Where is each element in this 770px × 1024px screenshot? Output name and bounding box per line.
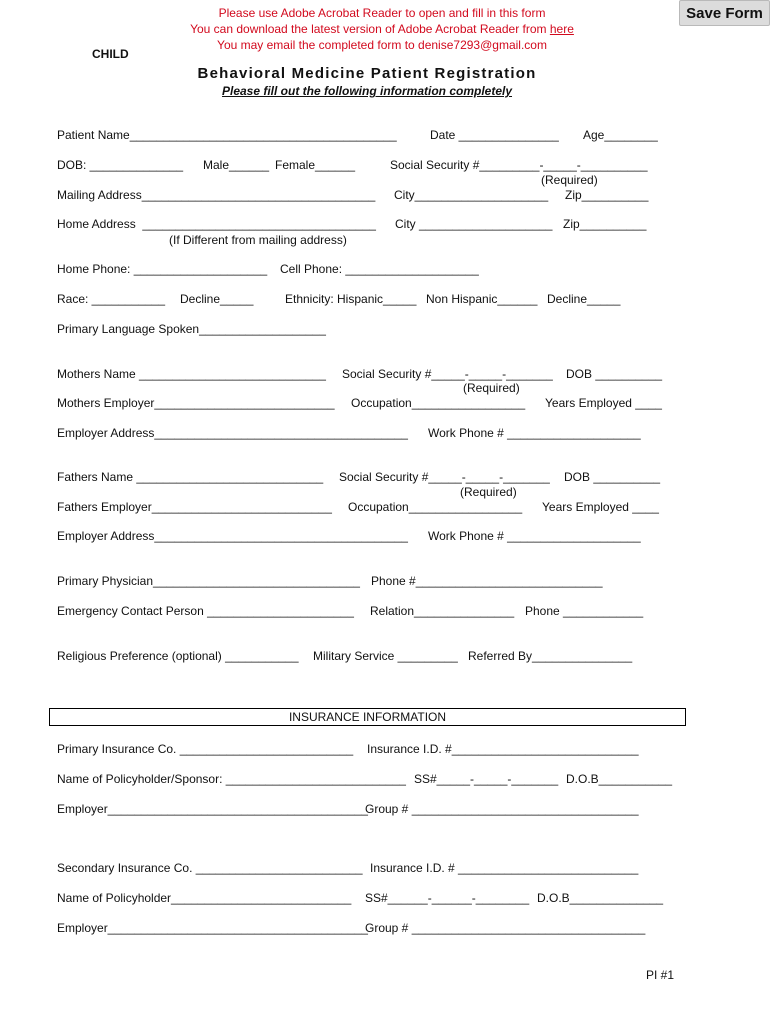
mother-employer-field[interactable]: Mothers Employer___________________________ [57, 396, 335, 410]
phone-row [57, 262, 747, 276]
secondary-employer-row [57, 921, 747, 935]
patient-ssn-required-note: (Required) [541, 173, 598, 187]
mailing-zip-field[interactable]: Zip__________ [565, 188, 649, 202]
mother-occupation-field[interactable]: Occupation_________________ [351, 396, 526, 410]
physician-phone-field[interactable]: Phone #____________________________ [371, 574, 603, 588]
mother-work-phone-field[interactable]: Work Phone # ____________________ [428, 426, 641, 440]
mother-years-employed-field[interactable]: Years Employed ____ [545, 396, 662, 410]
download-link[interactable]: here [549, 22, 574, 36]
home-city-field[interactable]: City ____________________ [395, 217, 553, 231]
father-name-field[interactable]: Fathers Name ____________________________ [57, 470, 324, 484]
secondary-dob-field[interactable]: D.O.B______________ [537, 891, 664, 905]
ethnicity-hispanic-field[interactable]: Ethnicity: Hispanic_____ [285, 292, 417, 306]
download-notice-text: You can download the latest version of Adobe Acrobat Reader from [190, 22, 550, 36]
home-phone-field[interactable]: Home Phone: ____________________ [57, 262, 268, 276]
emergency-contact-row [57, 604, 747, 618]
home-address-note: (If Different from mailing address) [169, 233, 347, 247]
form-subtitle: Please fill out the following information completely [221, 84, 513, 98]
date-field[interactable]: Date _______________ [430, 128, 559, 142]
female-field[interactable]: Female______ [275, 158, 356, 172]
patient-name-row [57, 128, 747, 142]
race-decline-field[interactable]: Decline_____ [180, 292, 254, 306]
mother-employer-row [57, 396, 747, 410]
primary-insurance-id-field[interactable]: Insurance I.D. #____________________________ [367, 742, 639, 756]
father-work-phone-field[interactable]: Work Phone # ____________________ [428, 529, 641, 543]
father-occupation-field[interactable]: Occupation_________________ [348, 500, 523, 514]
language-row [57, 322, 747, 336]
primary-ss-field[interactable]: SS#_____-_____-_______ [414, 772, 559, 786]
mother-employer-address-field[interactable]: Employer Address______________________________________ [57, 426, 408, 440]
dob-field[interactable]: DOB: ______________ [57, 158, 184, 172]
primary-language-field[interactable]: Primary Language Spoken___________________ [57, 322, 326, 336]
download-notice [0, 22, 764, 36]
ethnicity-decline-field[interactable]: Decline_____ [547, 292, 621, 306]
insurance-heading: INSURANCE INFORMATION [49, 708, 686, 726]
child-label: CHILD [92, 47, 129, 61]
mailing-city-field[interactable]: City____________________ [394, 188, 549, 202]
secondary-ss-field[interactable]: SS#______-______-________ [365, 891, 530, 905]
secondary-insurance-id-field[interactable]: Insurance I.D. # ___________________________ [370, 861, 639, 875]
home-zip-field[interactable]: Zip__________ [563, 217, 647, 231]
home-address-field[interactable]: Home Address ___________________________________ [57, 217, 376, 231]
race-field[interactable]: Race: ___________ [57, 292, 166, 306]
mother-ssn-field[interactable]: Social Security #_____-_____-_______ [342, 367, 553, 381]
father-employer-address-field[interactable]: Employer Address______________________________________ [57, 529, 408, 543]
secondary-policyholder-field[interactable]: Name of Policyholder___________________________ [57, 891, 352, 905]
dob-row [57, 158, 747, 172]
emergency-phone-field[interactable]: Phone ____________ [525, 604, 644, 618]
age-field[interactable]: Age________ [583, 128, 658, 142]
mother-ssn-required-note: (Required) [463, 381, 520, 395]
primary-group-field[interactable]: Group # __________________________________ [365, 802, 639, 816]
race-row [57, 292, 747, 306]
father-employer-row [57, 500, 747, 514]
referred-by-field[interactable]: Referred By_______________ [468, 649, 633, 663]
emergency-contact-field[interactable]: Emergency Contact Person ______________________ [57, 604, 354, 618]
mother-dob-field[interactable]: DOB __________ [566, 367, 663, 381]
mailing-address-field[interactable]: Mailing Address___________________________________ [57, 188, 376, 202]
primary-insurance-row [57, 742, 747, 756]
father-ssn-required-note: (Required) [460, 485, 517, 499]
patient-name-field[interactable]: Patient Name________________________________________ [57, 128, 397, 142]
acrobat-notice: Please use Adobe Acrobat Reader to open and fill in this form [218, 6, 546, 20]
secondary-insurance-row [57, 861, 747, 875]
non-hispanic-field[interactable]: Non Hispanic______ [426, 292, 538, 306]
mailing-address-row [57, 188, 747, 202]
policyholder-sponsor-field[interactable]: Name of Policyholder/Sponsor: ___________________________ [57, 772, 406, 786]
page-number: PI #1 [646, 968, 675, 982]
secondary-group-field[interactable]: Group # ___________________________________ [365, 921, 646, 935]
father-dob-field[interactable]: DOB __________ [564, 470, 661, 484]
father-name-row [57, 470, 747, 484]
save-form-button[interactable]: Save Form [679, 0, 770, 26]
physician-row [57, 574, 747, 588]
email-notice: You may email the completed form to denise7293@gmail.com [217, 38, 547, 52]
religious-preference-field[interactable]: Religious Preference (optional) ___________ [57, 649, 299, 663]
cell-phone-field[interactable]: Cell Phone: ____________________ [280, 262, 479, 276]
secondary-insurance-co-field[interactable]: Secondary Insurance Co. _________________________ [57, 861, 363, 875]
military-service-field[interactable]: Military Service _________ [313, 649, 458, 663]
religious-row [57, 649, 747, 663]
secondary-policyholder-row [57, 891, 747, 905]
primary-dob-field[interactable]: D.O.B___________ [566, 772, 673, 786]
primary-physician-field[interactable]: Primary Physician_______________________________ [57, 574, 360, 588]
mother-name-field[interactable]: Mothers Name ____________________________ [57, 367, 326, 381]
male-field[interactable]: Male______ [203, 158, 270, 172]
relation-field[interactable]: Relation_______________ [370, 604, 515, 618]
mother-employer-address-row [57, 426, 747, 440]
father-employer-address-row [57, 529, 747, 543]
form-title: Behavioral Medicine Patient Registration [197, 65, 537, 82]
secondary-employer-field[interactable]: Employer_______________________________________ [57, 921, 368, 935]
primary-insurance-co-field[interactable]: Primary Insurance Co. __________________________ [57, 742, 354, 756]
father-employer-field[interactable]: Fathers Employer___________________________ [57, 500, 332, 514]
mother-name-row [57, 367, 747, 381]
father-ssn-field[interactable]: Social Security #_____-_____-_______ [339, 470, 550, 484]
father-years-employed-field[interactable]: Years Employed ____ [542, 500, 659, 514]
primary-policyholder-row [57, 772, 747, 786]
patient-ssn-field[interactable]: Social Security #_________-_____-__________ [390, 158, 648, 172]
home-address-row [57, 217, 747, 231]
primary-employer-row [57, 802, 747, 816]
primary-employer-field[interactable]: Employer_______________________________________ [57, 802, 368, 816]
